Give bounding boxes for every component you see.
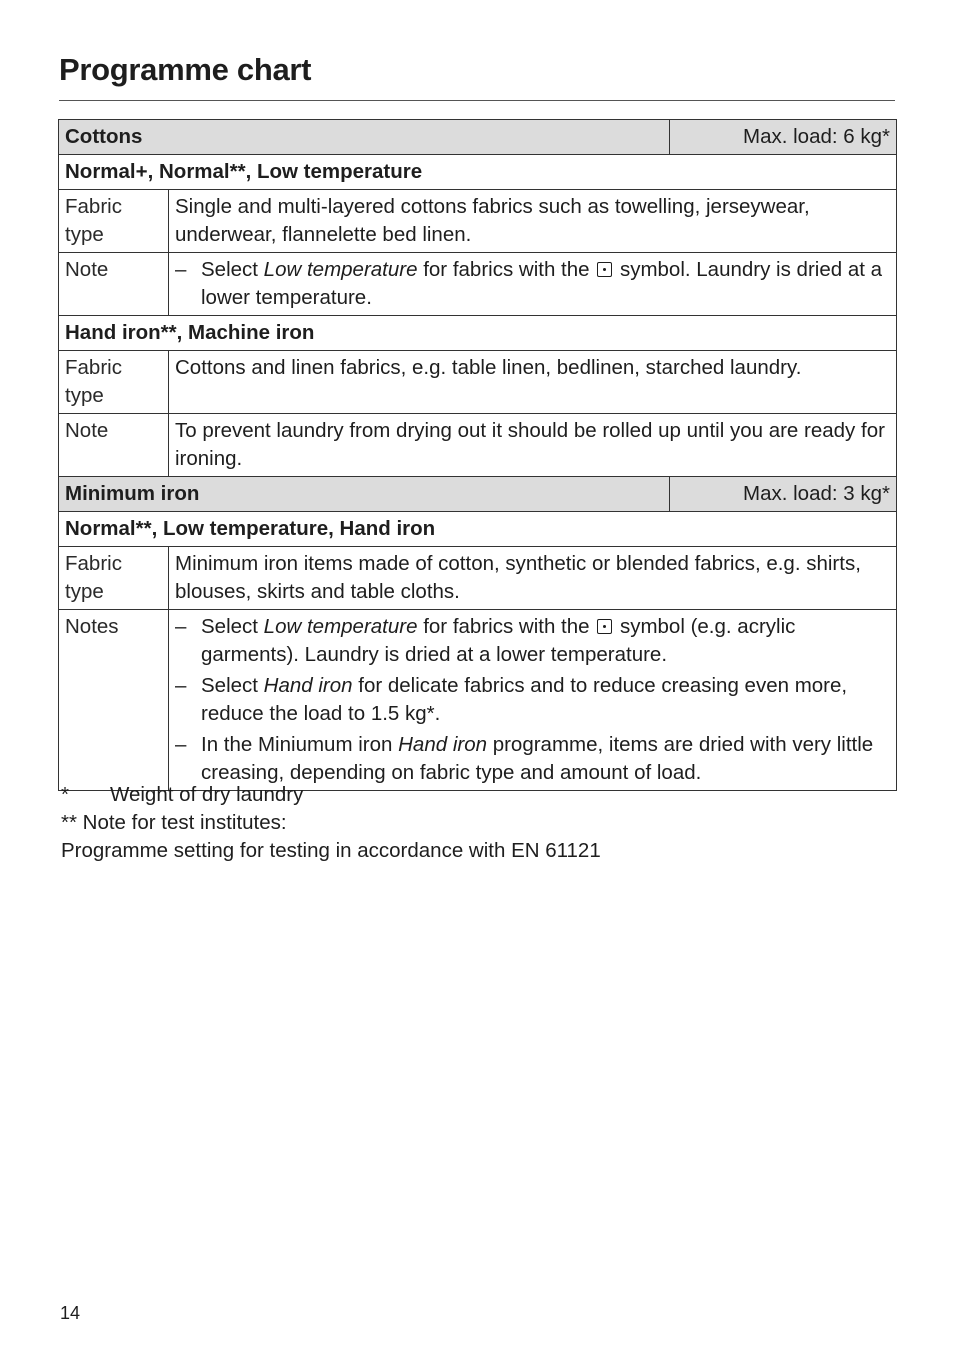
note-item: – Select Hand iron for delicate fabrics and to reduce creasing even more, reduce the load to 1.5 kg*. [175,674,848,725]
table-row [59,253,897,316]
fabric-type-label: Fabric type [59,351,169,414]
note-text: To prevent laundry from drying out it should be rolled up until you are ready for ironing. [169,414,897,477]
max-load: Max. load: 6 kg* [670,120,897,155]
fabric-type-text: Cottons and linen fabrics, e.g. table linen, bedlinen, starched laundry. [169,351,897,414]
low-temperature-symbol-icon [597,262,612,277]
section-title: Minimum iron [59,477,670,512]
notes-text [169,610,897,791]
footnotes [61,781,601,865]
footnote [61,781,601,809]
max-load: Max. load: 3 kg* [670,477,897,512]
note-item: – Select Low temperature for fabrics with the symbol. Laundry is dried at a lower temperature. [175,258,883,309]
note-label: Note [59,414,169,477]
note-item: – Select Low temperature for fabrics with the symbol (e.g. acrylic garments). Laundry is dried at a lower temperature. [175,615,796,666]
programme-list: Normal**, Low temperature, Hand iron [59,512,897,547]
title-divider [59,100,895,101]
programme-group-header [59,155,897,190]
low-temperature-symbol-icon [597,619,612,634]
fabric-type-label: Fabric type [59,190,169,253]
footnote: ** Note for test institutes: [61,811,287,834]
programme-group-header [59,512,897,547]
section-title: Cottons [59,120,670,155]
programme-chart-table [58,119,897,791]
notes-label: Notes [59,610,169,791]
footnote-mark: * [61,783,69,806]
table-row [59,547,897,610]
page-number: 14 [60,1303,81,1323]
table-row [59,414,897,477]
note-text [169,253,897,316]
fabric-type-text: Single and multi-layered cottons fabrics such as towelling, jerseywear, underwear, flannelette bed linen. [169,190,897,253]
programme-list: Normal+, Normal**, Low temperature [59,155,897,190]
programme-group-header [59,316,897,351]
footnote-text: Weight of dry laundry [110,783,304,806]
programme-list: Hand iron**, Machine iron [59,316,897,351]
table-row [59,610,897,791]
footnote: Programme setting for testing in accordance with EN 61121 [61,839,601,862]
note-label: Note [59,253,169,316]
fabric-type-label: Fabric type [59,547,169,610]
section-header-minimum-iron [59,477,897,512]
table-row [59,351,897,414]
fabric-type-text: Minimum iron items made of cotton, synthetic or blended fabrics, e.g. shirts, blouses, skirts and table cloths. [169,547,897,610]
page-title: Programme chart [59,52,312,87]
table-row [59,190,897,253]
note-item: – In the Miniumum iron Hand iron programme, items are dried with very little creasing, depending on fabric type and amount of load. [175,733,874,784]
section-header-cottons [59,120,897,155]
